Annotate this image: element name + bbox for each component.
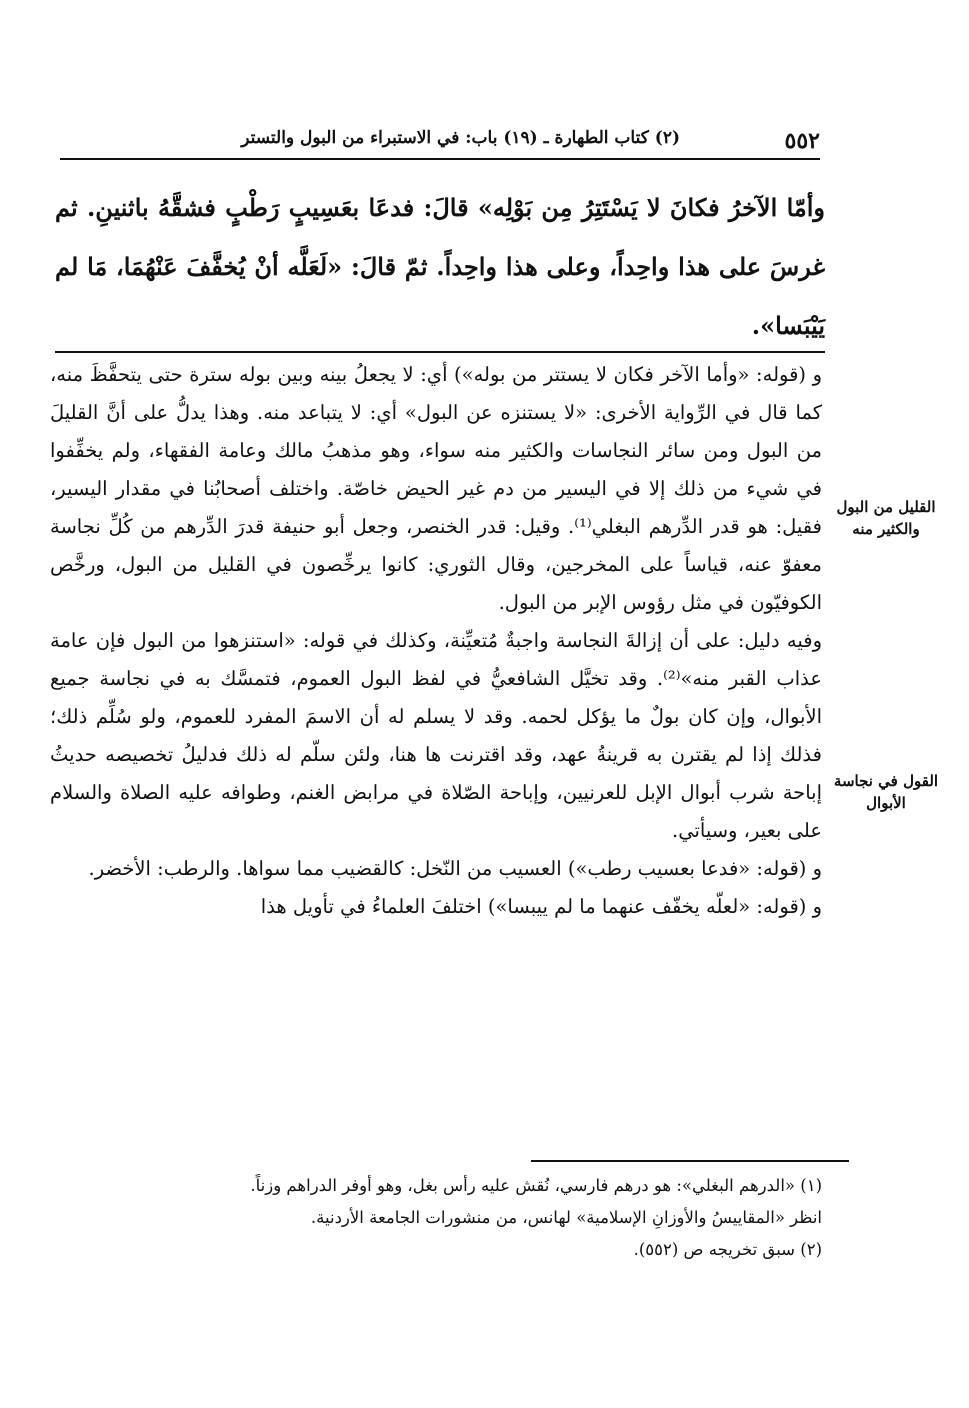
margin-note-urine-impurity: القول في نجاسة الأبوال — [833, 772, 939, 812]
commentary-paragraph: و (قوله: «فدعا بعسيب رطب») العسيب من النّخل: كالقضيب مما سواها. والرطب: الأخضر. — [88, 857, 822, 880]
page-number: ٥٥٢ — [784, 128, 820, 154]
running-head: (٢) كتاب الطهارة ـ (١٩) باب: في الاستبراء من البول والتستر — [241, 128, 680, 148]
margin-note-small-quantity: القليل من البول والكثير منه — [836, 498, 936, 538]
section-divider — [55, 351, 825, 353]
footnote-1-reference: انظر «المقاييسُ والأوزانِ الإسلامية» لهانس، من منشورات الجامعة الأردنية. — [310, 1208, 822, 1227]
footnote-2: (٢) سبق تخريجه ص (٥٥٢). — [633, 1240, 822, 1259]
commentary-paragraph: و (قوله: «وأما الآخر فكان لا يستتر من بوله») أي: لا يجعلُ بينه وبين بوله سترة حتى يتحفَّظَ منه، كما قال في الرِّواية الأخرى: «لا يستنزه عن البول» أي: لا يتباعد منه. وهذا يدلُّ على أنَّ القليلَ من البول ومن سائر النجاسات والكثير منه سواء، وهو مذهبُ مالك وعامة الفقهاء، ولم يخفِّفوا في شيء من ذلك إلا في اليسير من دم غير الحيض خاصّة. واختلف أصحابُنا في مقدار اليسير، فقيل: هو قدر الدِّرهم البغلي⁽¹⁾. وقيل: قدر الخنصر، وجعل أبو حنيفة قدرَ الدِّرهم من كُلِّ نجاسة معفوّ عنه، قياساً على المخرجين، وقال الثوري: كانوا يرخِّصون في القليل من البول، ورخَّص الكوفيّون في مثل رؤوس الإبر من البول. — [50, 363, 822, 614]
footnotes — [60, 1170, 822, 1266]
commentary — [50, 356, 822, 926]
page-header — [60, 118, 820, 160]
footnote-rule — [531, 1160, 849, 1162]
commentary-paragraph: وفيه دليل: على أن إزالةَ النجاسة واجبةٌ مُتعيِّنة، وكذلك في قوله: «استنزهوا من البول فإن عامة عذاب القبر منه»⁽²⁾. وقد تخيَّل الشافعيُّ في لفظ البول العموم، فتمسَّك به في نجاسة جميع الأبوال، وإن كان بولٌ ما يؤكل لحمه. وقد لا يسلم له أن الاسمَ المفرد للعموم، ولو سُلِّم ذلك؛ فذلك إذا لم يقترن به قرينةُ عهد، وقد اقترنت ها هنا، ولئن سلّم له ذلك فدليلُ تخصيصه حديثُ إباحة شرب أبوال الإبل للعرنيين، وإباحة الصّلاة في مرابض الغنم، وطوافه عليه الصلاة والسلام على بعير، وسيأتي. — [50, 629, 822, 842]
footnote-1: (١) «الدرهم البغلي»: هو درهم فارسي، نُقش عليه رأس بغل، وهو أوفر الدراهم وزناً. — [250, 1176, 822, 1195]
hadith-text: وأمّا الآخرُ فكانَ لا يَسْتَتِرُ مِن بَوْلِه» قالَ: فدعَا بعَسِيبٍ رَطْبٍ فشقَّهُ باثنينِ. ثم غرسَ على هذا واحِداً، وعلى هذا واحِداً. ثمّ قالَ: «لَعَلَّه أنْ يُخفَّفَ عَنْهُمَا، مَا لم يَيْبَسا». — [55, 193, 825, 340]
commentary-paragraph: و (قوله: «لعلّه يخفّف عنهما ما لم ييبسا») اختلفَ العلماءُ في تأويل هذا — [260, 895, 822, 918]
